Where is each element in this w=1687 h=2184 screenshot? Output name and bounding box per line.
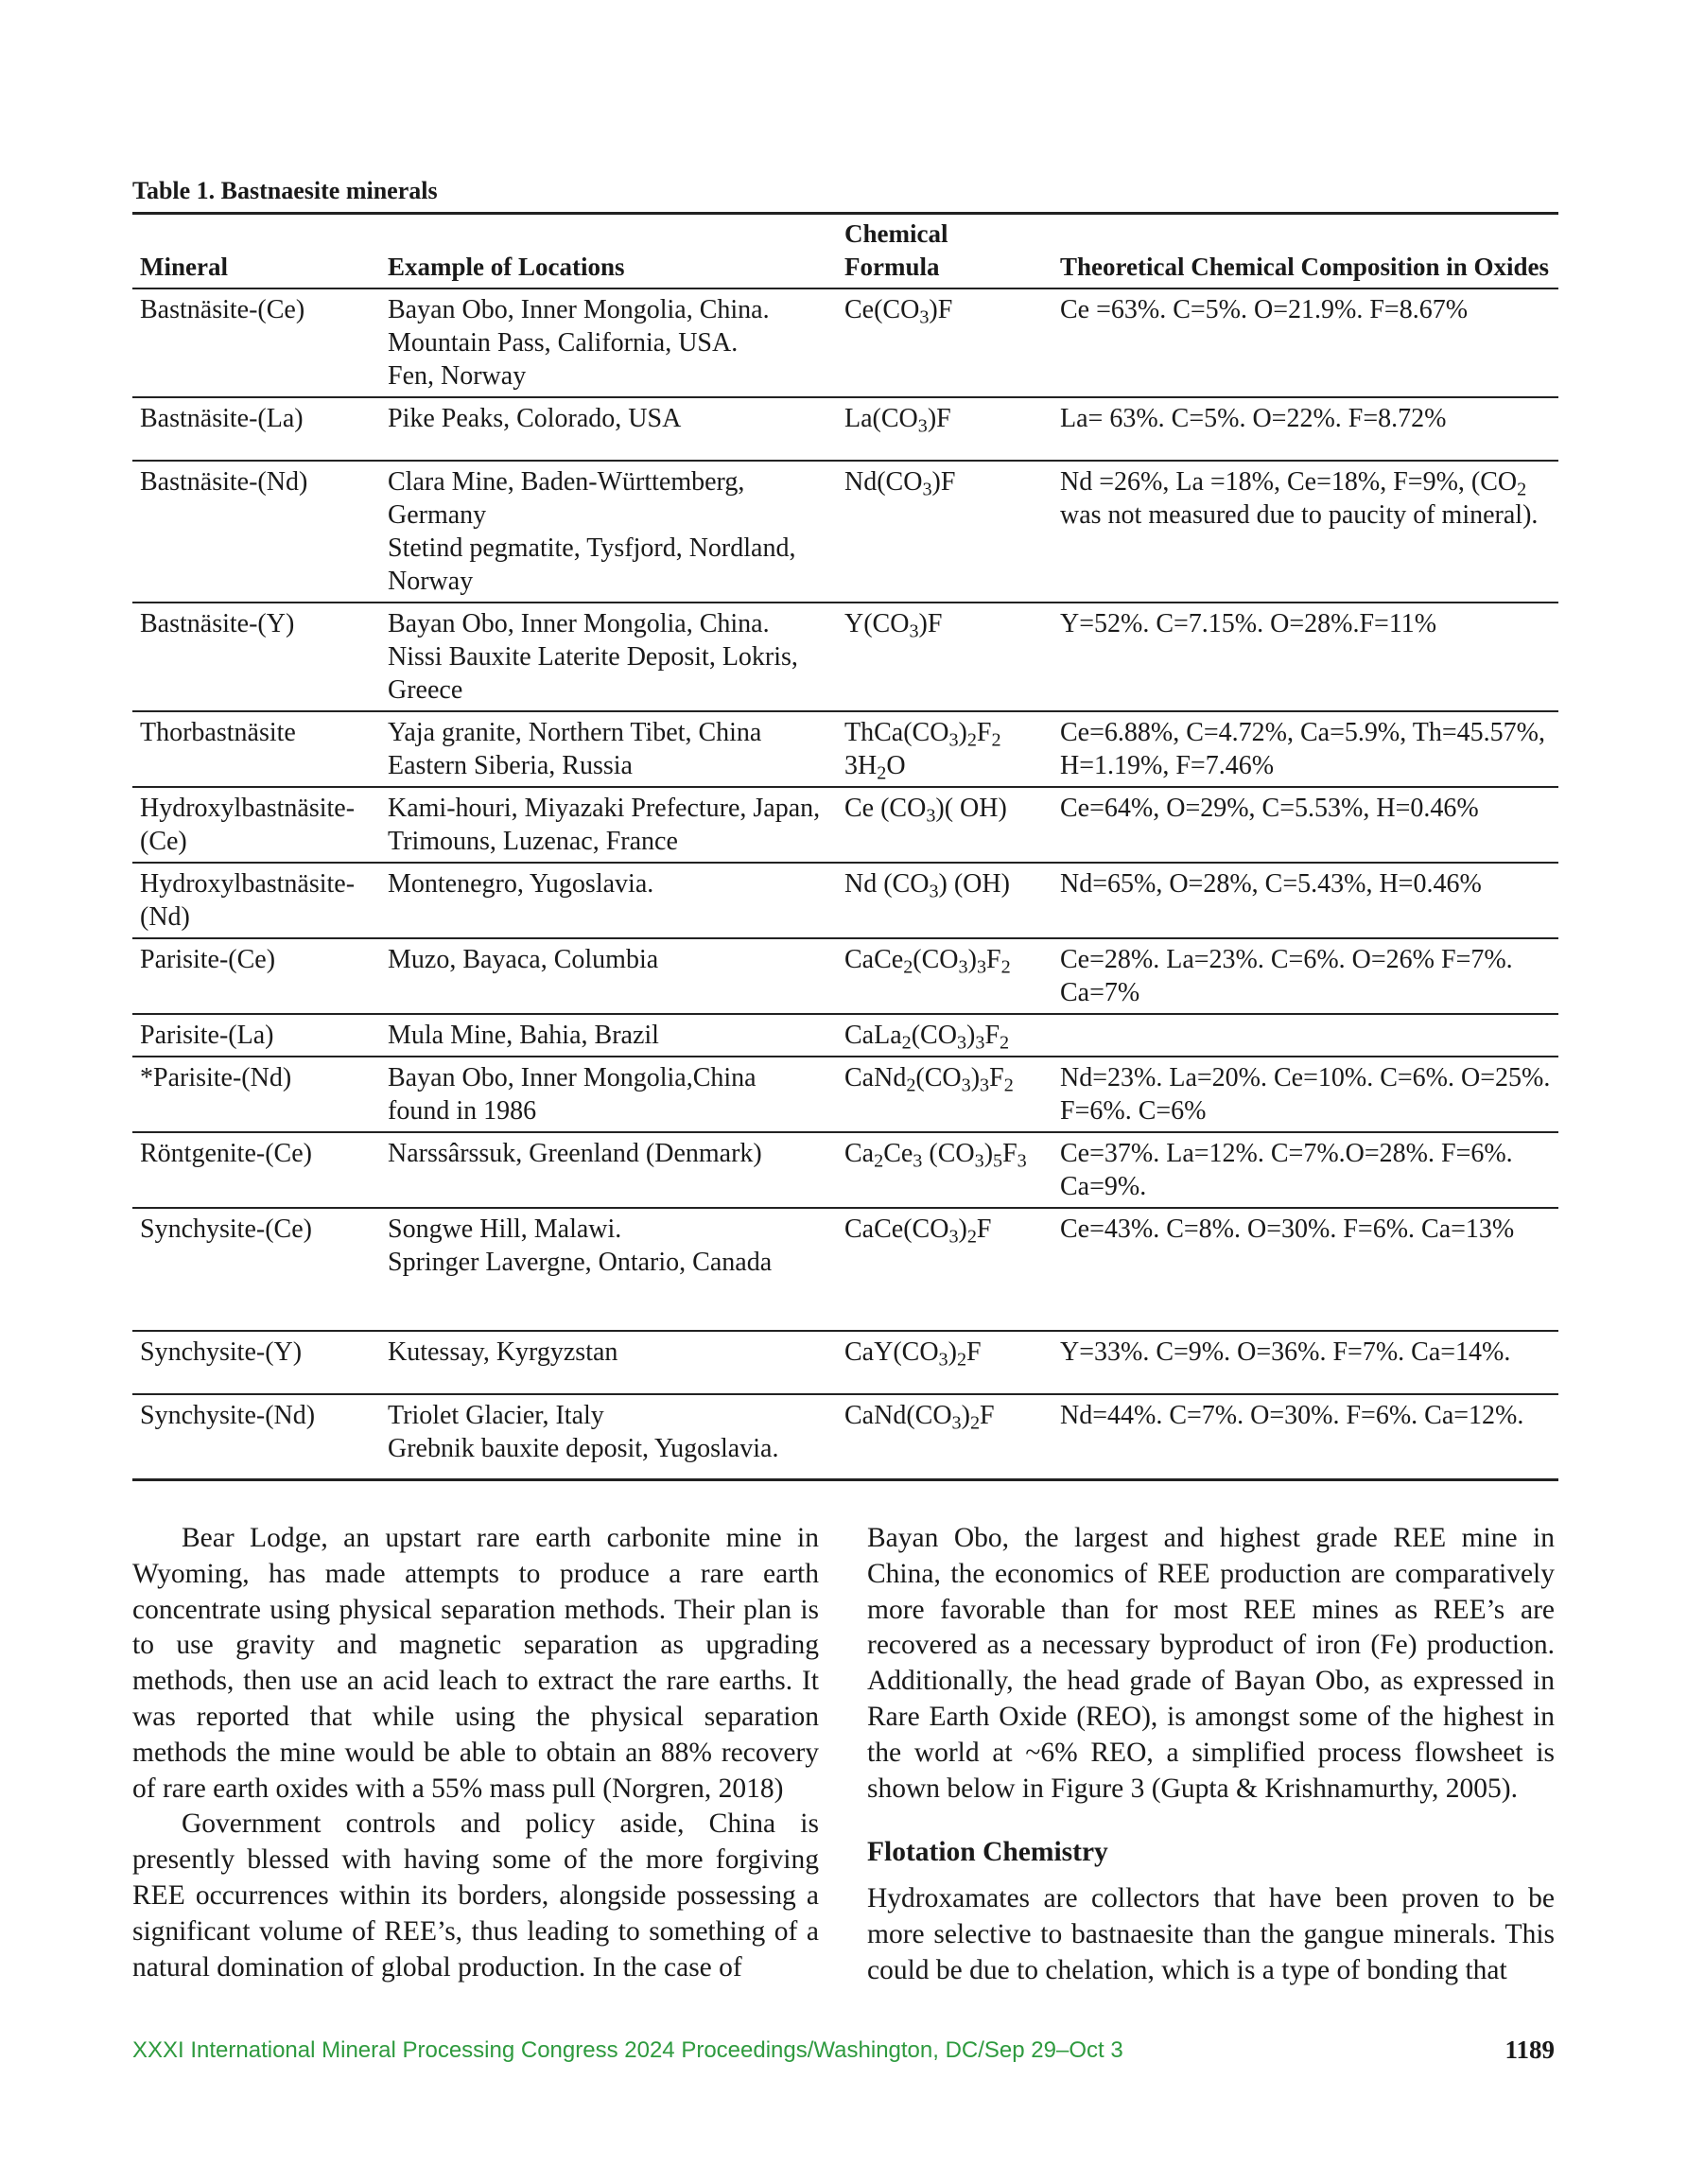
- table-row: [132, 1394, 1558, 1480]
- cell-mineral: Röntgenite-(Ce): [132, 1132, 380, 1208]
- cell-locations: [380, 1394, 837, 1480]
- cell-composition: Nd=23%. La=20%. Ce=10%. C=6%. O=25%. F=6%. C=6%: [1052, 1057, 1558, 1132]
- location-line: Bayan Obo, Inner Mongolia, China.: [388, 609, 770, 638]
- cell-formula: $CaNd(CO_3)_2F$: [837, 1394, 1052, 1480]
- cell-locations: [380, 711, 837, 787]
- cell-mineral: Bastnäsite-(Y): [132, 603, 380, 711]
- cell-locations: [380, 787, 837, 863]
- table-row: [132, 863, 1558, 938]
- table-row: [132, 787, 1558, 863]
- table-row: [132, 397, 1558, 461]
- cell-formula: $CaY(CO_3)_2F$: [837, 1331, 1052, 1394]
- location-line: Fen, Norway: [388, 361, 527, 391]
- cell-mineral: Parisite-(La): [132, 1014, 380, 1057]
- cell-locations: [380, 288, 837, 397]
- cell-mineral: Hydroxylbastnäsite-(Nd): [132, 863, 380, 938]
- cell-mineral: *Parisite-(Nd): [132, 1057, 380, 1132]
- table-row: [132, 938, 1558, 1014]
- table-row: [132, 1208, 1558, 1331]
- location-line: Springer Lavergne, Ontario, Canada: [388, 1248, 773, 1277]
- cell-locations: [380, 1331, 837, 1394]
- cell-composition: [1052, 1014, 1558, 1057]
- location-line: Mountain Pass, California, USA.: [388, 328, 739, 358]
- paragraph-bayan-obo: Bayan Obo, the largest and highest grade REE mine in China, the economics of REE production are comparatively more favorable than for most REE mines as REE’s are recovered as a necessary byproduct of iron (Fe) production. Additionally, the head grade of Bayan Obo, as expressed in Rare Earth Oxide (REO), is amongst some of the highest in the world at ~6% REO, a simplified process flowsheet is shown below in Figure 3 (Gupta & Krishnamurthy, 2005).: [867, 1523, 1555, 1804]
- cell-locations: [380, 863, 837, 938]
- table-row: [132, 1132, 1558, 1208]
- cell-composition: Nd=44%. C=7%. O=30%. F=6%. Ca=12%.: [1052, 1394, 1558, 1480]
- cell-locations: [380, 938, 837, 1014]
- location-line: Pike Peaks, Colorado, USA: [388, 404, 682, 433]
- location-line: Bayan Obo, Inner Mongolia,China: [388, 1063, 757, 1092]
- cell-composition: Ce =63%. C=5%. O=21.9%. F=8.67%: [1052, 288, 1558, 397]
- table-body: [132, 288, 1558, 1480]
- cell-formula: $ThCa(CO_3)_2F_2$ $3H_2O$: [837, 711, 1052, 787]
- cell-formula: Ce $(CO_3)$( OH): [837, 787, 1052, 863]
- location-line: Clara Mine, Baden-Württemberg, Germany: [388, 467, 745, 530]
- cell-formula: $Ce(CO_3)F$: [837, 288, 1052, 397]
- cell-formula: $CaCe(CO_3)_2F$: [837, 1208, 1052, 1331]
- table-caption: Table 1. Bastnaesite minerals: [132, 177, 438, 204]
- paragraph-hydroxamates: Hydroxamates are collectors that have been proven to be more selective to bastnaesite than the gangue minerals. This could be due to chelation, which is a type of bonding that: [867, 1883, 1555, 1985]
- cell-mineral: Parisite-(Ce): [132, 938, 380, 1014]
- table-row: [132, 1331, 1558, 1394]
- cell-formula: $CaCe_2(CO_3)_3F_2$: [837, 938, 1052, 1014]
- cell-locations: [380, 461, 837, 603]
- location-line: Yaja granite, Northern Tibet, China: [388, 718, 762, 747]
- cell-formula: $La(CO_3)F$: [837, 397, 1052, 461]
- table-row: [132, 288, 1558, 397]
- cell-locations: [380, 1132, 837, 1208]
- cell-locations: [380, 603, 837, 711]
- location-line: Mula Mine, Bahia, Brazil: [388, 1021, 659, 1050]
- location-line: Montenegro, Yugoslavia.: [388, 869, 654, 899]
- cell-composition: Ce=28%. La=23%. C=6%. O=26% F=7%. Ca=7%: [1052, 938, 1558, 1014]
- table-row: [132, 461, 1558, 603]
- cell-composition: La= 63%. C=5%. O=22%. F=8.72%: [1052, 397, 1558, 461]
- header-locations: Example of Locations: [380, 214, 837, 289]
- location-line: found in 1986: [388, 1096, 537, 1126]
- cell-mineral: Synchysite-(Nd): [132, 1394, 380, 1480]
- table-row: [132, 1057, 1558, 1132]
- cell-formula: $Nd(CO_3)F$: [837, 461, 1052, 603]
- cell-composition: Ce=64%, O=29%, C=5.53%, H=0.46%: [1052, 787, 1558, 863]
- cell-composition: Y=52%. C=7.15%. O=28%.F=11%: [1052, 603, 1558, 711]
- location-line: Kami-houri, Miyazaki Prefecture, Japan,: [388, 794, 821, 823]
- cell-composition: Nd=65%, O=28%, C=5.43%, H=0.46%: [1052, 863, 1558, 938]
- location-line: Bayan Obo, Inner Mongolia, China.: [388, 295, 770, 324]
- paragraph-government-controls: Government controls and policy aside, China is presently blessed with having some of the more forgiving REE occurrences within its borders, alongside possessing a significant volume of REE’s, thus leading to something of a natural domination of global production. In the case of: [132, 1808, 819, 1983]
- cell-composition: Nd =26%, La =18%, Ce=18%, F=9%, ($CO_2$ was not measured due to paucity of mineral).: [1052, 461, 1558, 603]
- cell-composition: Ce=6.88%, C=4.72%, Ca=5.9%, Th=45.57%, H=1.19%, F=7.46%: [1052, 711, 1558, 787]
- cell-mineral: Bastnäsite-(Nd): [132, 461, 380, 603]
- cell-locations: [380, 1057, 837, 1132]
- cell-locations: [380, 397, 837, 461]
- cell-composition: Y=33%. C=9%. O=36%. F=7%. Ca=14%.: [1052, 1331, 1558, 1394]
- cell-mineral: Hydroxylbastnäsite-(Ce): [132, 787, 380, 863]
- cell-formula: $Y(CO_3)F$: [837, 603, 1052, 711]
- section-heading-flotation-chemistry: Flotation Chemistry: [867, 1837, 1108, 1868]
- paragraph-bear-lodge: Bear Lodge, an upstart rare earth carbonite mine in Wyoming, has made attempts to produce a rare earth concentrate using physical separation methods. Their plan is to use gravity and magnetic separation as upgrading methods, then use an acid leach to extract the rare earths. It was reported that while using the physical separation methods the mine would be able to obtain an 88% recovery of rare earth oxides with a 55% mass pull (Norgren, 2018): [132, 1523, 819, 1804]
- cell-formula: $CaLa_2(CO_3)_3F_2$: [837, 1014, 1052, 1057]
- location-line: Stetind pegmatite, Tysfjord, Nordland, Norway: [388, 533, 796, 596]
- body-column-left: [132, 1521, 819, 1985]
- table-row: [132, 1014, 1558, 1057]
- table-header-row: [132, 214, 1558, 289]
- location-line: Kutessay, Kyrgyzstan: [388, 1337, 618, 1367]
- location-line: Nissi Bauxite Laterite Deposit, Lokris, Greece: [388, 642, 798, 705]
- cell-composition: Ce=37%. La=12%. C=7%.O=28%. F=6%. Ca=9%.: [1052, 1132, 1558, 1208]
- page-number: 1189: [1504, 2035, 1555, 2064]
- cell-mineral: Synchysite-(Y): [132, 1331, 380, 1394]
- cell-formula: Nd $(CO_3)$ (OH): [837, 863, 1052, 938]
- header-formula: Chemical Formula: [837, 214, 1052, 289]
- header-composition: Theoretical Chemical Composition in Oxides: [1052, 214, 1558, 289]
- location-line: Trimouns, Luzenac, France: [388, 827, 678, 856]
- cell-mineral: Bastnäsite-(La): [132, 397, 380, 461]
- cell-locations: [380, 1208, 837, 1331]
- location-line: Triolet Glacier, Italy: [388, 1401, 604, 1430]
- cell-locations: [380, 1014, 837, 1057]
- bastnaesite-minerals-table: [132, 212, 1558, 1481]
- cell-formula: $Ca_2Ce_3$ $(CO_3)_5F_3$: [837, 1132, 1052, 1208]
- cell-mineral: Thorbastnäsite: [132, 711, 380, 787]
- cell-mineral: Synchysite-(Ce): [132, 1208, 380, 1331]
- location-line: Muzo, Bayaca, Columbia: [388, 945, 659, 974]
- cell-formula: $CaNd_2(CO_3)_3F_2$: [837, 1057, 1052, 1132]
- cell-mineral: Bastnäsite-(Ce): [132, 288, 380, 397]
- body-column-right: [867, 1521, 1555, 1989]
- cell-composition: Ce=43%. C=8%. O=30%. F=6%. Ca=13%: [1052, 1208, 1558, 1331]
- header-mineral: Mineral: [132, 214, 380, 289]
- footer-conference-title: XXXI International Mineral Processing Congress 2024 Proceedings/Washington, DC/Sep 29–Oct 3: [132, 2037, 1123, 2063]
- location-line: Narssârssuk, Greenland (Denmark): [388, 1139, 762, 1168]
- location-line: Eastern Siberia, Russia: [388, 751, 633, 780]
- table-row: [132, 603, 1558, 711]
- table-row: [132, 711, 1558, 787]
- location-line: Songwe Hill, Malawi.: [388, 1214, 622, 1244]
- location-line: Grebnik bauxite deposit, Yugoslavia.: [388, 1434, 779, 1463]
